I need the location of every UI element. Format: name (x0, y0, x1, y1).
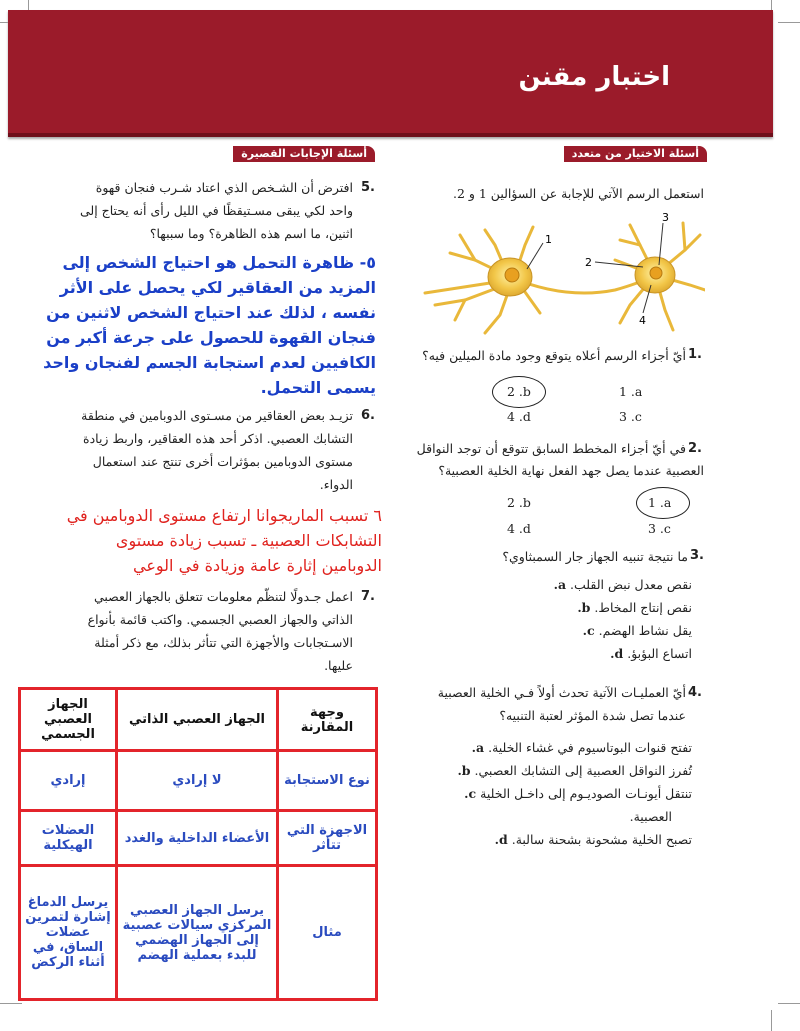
table-header: الجهاز العصبي الجسمي (20, 689, 117, 751)
option-a[interactable]: نقص معدل نبض القلب. a. (553, 577, 692, 592)
crop-mark (771, 1010, 772, 1031)
option-d[interactable]: 4 .d (507, 521, 531, 536)
crop-mark (0, 1003, 22, 1004)
option-c-continued: العصبية. (629, 809, 672, 824)
diagram-label-3: 3 (662, 211, 669, 224)
question-number: 2. (688, 441, 702, 456)
question-number: 4. (688, 685, 702, 700)
intro-text: استعمل الرسم الآتي للإجابة عن السؤالين 1 و 2. (452, 186, 704, 201)
table-cell: العضلات الهيكلية (20, 811, 117, 866)
option-b[interactable]: تُفرز النواقل العصبية إلى التشابك العصبي. b. (457, 763, 692, 778)
table-cell: نوع الاستجابة (278, 751, 377, 811)
option-c[interactable]: 3 .c (619, 409, 642, 424)
question-text: ما نتيجة تنبيه الجهاز جار السمبثاوي؟ (502, 549, 688, 564)
table-cell: لا إرادي (117, 751, 278, 811)
selected-answer-circle (636, 487, 690, 519)
diagram-label-2: 2 (585, 256, 592, 269)
comparison-table (18, 687, 378, 1001)
question-text: اعمل جـدولًا لتنظّم معلومات تتعلق بالجهاز العصبي الذاتي والجهاز العصبي الجسمي. واكتب قائمة بأنواع الاسـتجابات والأجهزة التي تتأثر بذلك، مع ذكر أمثلة عليها. (87, 589, 353, 673)
selected-answer-circle (492, 376, 546, 408)
option-list (432, 573, 692, 665)
question-number: 1. (688, 347, 702, 362)
option-c[interactable]: 3 .c (648, 521, 671, 536)
diagram-label-4: 4 (639, 314, 646, 327)
option-d[interactable]: اتساع البؤبؤ. d. (610, 646, 692, 661)
option-c[interactable]: تنتقل أيونـات الصوديـوم إلى داخـل الخلية c. (464, 786, 692, 801)
option-c[interactable]: يقل نشاط الهضم. c. (582, 623, 692, 638)
option-a[interactable]: 1 .a (619, 384, 643, 399)
option-b[interactable]: نقص إنتاج المخاط. b. (577, 600, 692, 615)
question-text: أيّ العمليـات الآتية تحدث أولاً فـي الخلية العصبية (437, 685, 686, 700)
table-header: وجهة المقارنة (278, 689, 377, 751)
question-text: تزيـد بعض العقاقير من مسـتوى الدوبامين في منطقة التشابك العصبي. اذكر أحد هذه العقاقير، واربط زيادة مستوى الدوبامين بمؤثرات أخرى تنتج عند استعمال الدواء. (81, 408, 353, 492)
question-text: في أيّ أجزاء المخطط السابق تتوقع أن توجد النواقل (416, 441, 686, 456)
page-title: اختبار مقنن (518, 62, 670, 92)
crop-mark (778, 1003, 800, 1004)
question-number: 6. (361, 408, 375, 423)
option-list (372, 736, 692, 851)
table-header: الجهاز العصبي الذاتي (117, 689, 278, 751)
option-b[interactable]: 2 .b (507, 384, 531, 399)
table-cell: مثال (278, 866, 377, 1000)
neuron-diagram (415, 205, 705, 340)
option-d[interactable]: 4 .d (507, 409, 531, 424)
table-cell: الاجهزة التي تتأثر (278, 811, 377, 866)
option-d[interactable]: تصبح الخلية مشحونة بشحنة سالبة. d. (494, 832, 692, 847)
diagram-label-1: 1 (545, 233, 552, 246)
handwritten-answer: ٥- ظاهرة التحمل هو احتياج الشخص إلى المزيد من العقاقير لكي يحصل على الأثر نفسه ، لذلك عند احتياج الشخص لاثنين من فنجان القهوة للحصول على جرعة أكبر من الكافيين لعدم استجابة الجسم لفنجان واحد يسمى التحمل. (43, 253, 376, 397)
question-text: عندما تصل شدة المؤثر لعتبة التنبيه؟ (499, 708, 686, 723)
section-tag-short: أسئلة الإجابات القصيرة (233, 146, 375, 162)
option-a[interactable]: تفتح قنوات البوتاسيوم في غشاء الخلية. a. (471, 740, 692, 755)
table-cell: يرسل الدماغ إشارة لتمرين عضلات الساق، في أثناء الركض (20, 866, 117, 1000)
section-tag-mcq: أسئلة الاختيار من متعدد (564, 146, 707, 162)
question-number: 3. (690, 548, 704, 563)
question-text: أيّ أجزاء الرسم أعلاه يتوقع وجود مادة الميلين فيه؟ (422, 348, 686, 363)
option-b[interactable]: 2 .b (507, 495, 531, 510)
table-cell: الأعضاء الداخلية والغدد (117, 811, 278, 866)
question-number: 7. (361, 589, 375, 604)
crop-mark (778, 22, 800, 23)
question-text: العصبية عندما يصل جهد الفعل نهاية الخلية العصبية؟ (438, 463, 704, 478)
option-a[interactable]: 1 .a (648, 495, 672, 510)
table-cell: إرادي (20, 751, 117, 811)
question-number: 5. (361, 180, 375, 195)
question-text: افترض أن الشـخص الذي اعتاد شـرب فنجان قهوة واحد لكي يبقى مسـتيقظًا في الليل رأى أنه يحتاج إلى اثنين، ما اسم هذه الظاهرة؟ وما سببها؟ (79, 180, 353, 241)
table-cell: يرسل الجهاز العصبي المركزي سيالات عصبية إلى الجهاز الهضمي للبدء بعملية الهضم (117, 866, 278, 1000)
handwritten-answer: ٦ تسبب الماريجوانا ارتفاع مستوى الدوبامين في التشابكات العصبية ـ تسبب زيادة مستوى الدوبامين إثارة عامة وزيادة في الوعي (66, 506, 382, 575)
